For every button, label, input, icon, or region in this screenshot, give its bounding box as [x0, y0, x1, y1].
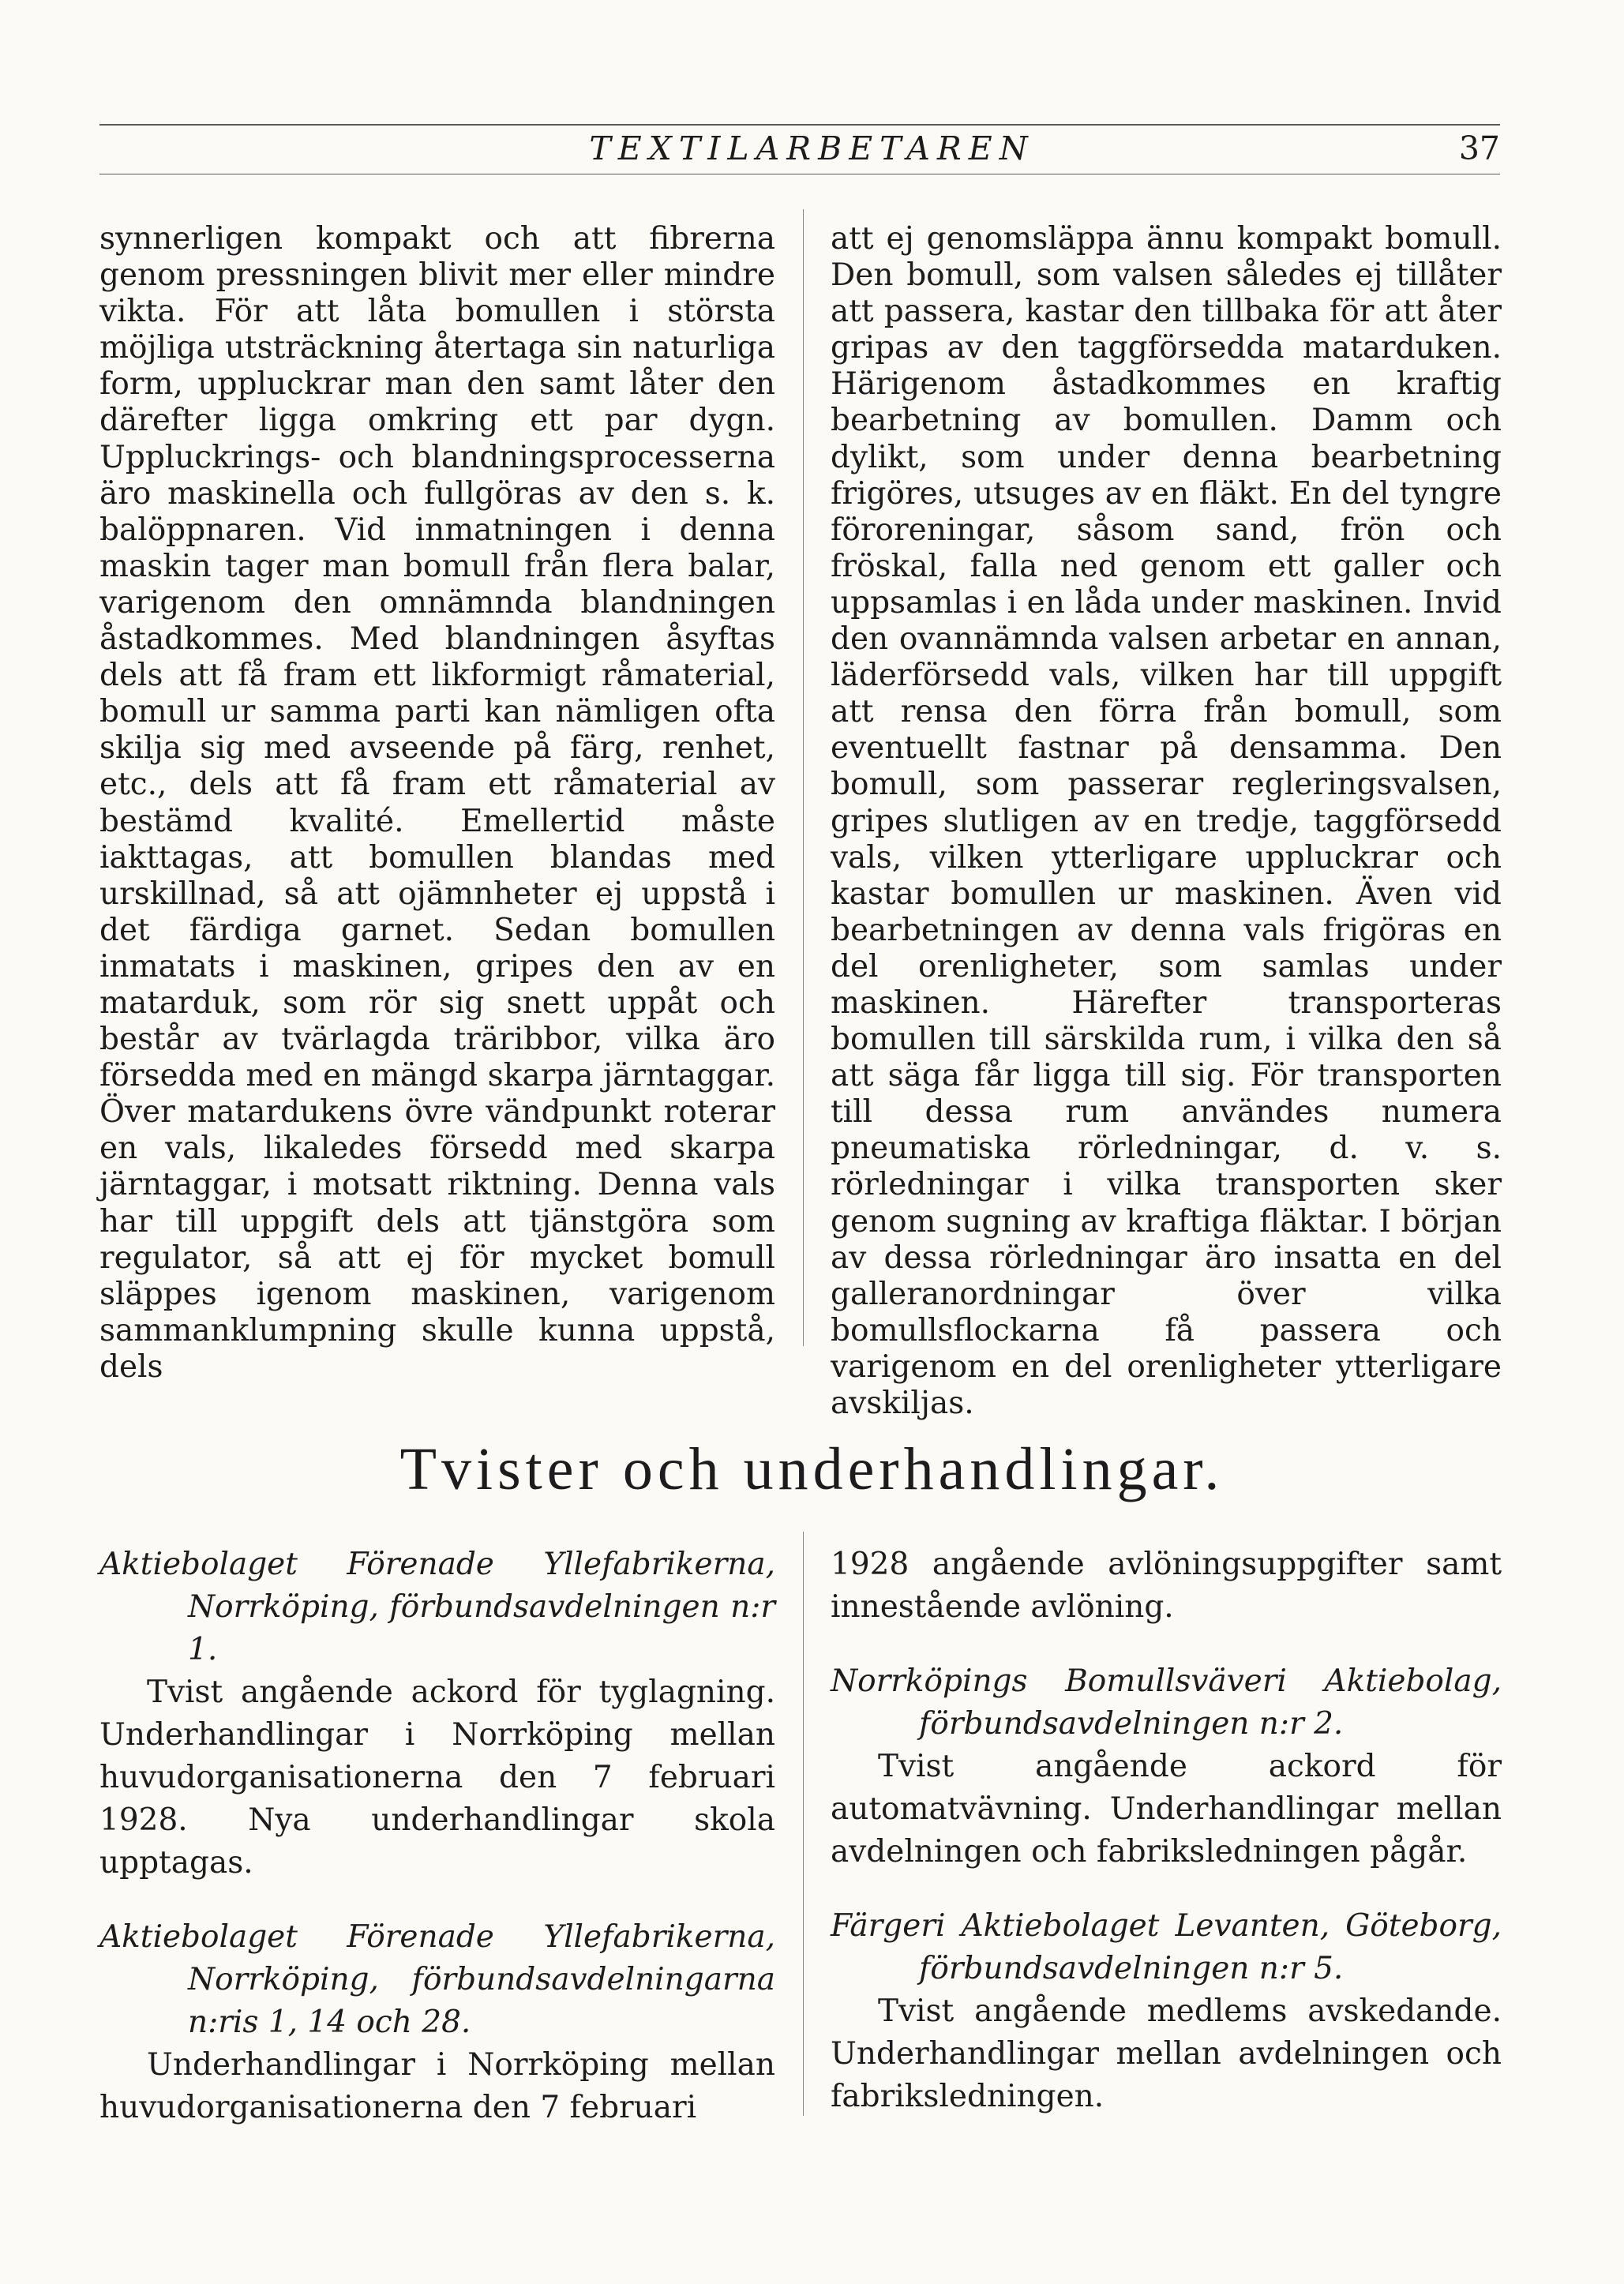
section-heading: Tvister och underhandlingar. [399, 1436, 1225, 1502]
article-left-column [99, 221, 775, 1386]
header-top-rule [99, 124, 1500, 126]
dispute-entry-heading: Färgeri Aktiebolaget Levanten, Göteborg, förbundsavdelningen n:r 5. [831, 1908, 1502, 1986]
dispute-entry [99, 1543, 775, 1885]
dispute-entry [831, 1660, 1502, 1873]
dispute-entry-body: Tvist angående ackord för automatvävning. Underhandlingar mellan avdelningen och fabriksledningen pågår. [831, 1749, 1502, 1870]
dispute-entry-heading: Aktiebolaget Förenade Yllefabrikerna, Norrköping, förbundsavdelningen n:r 1. [99, 1547, 775, 1667]
article-paragraph-left: synnerligen kompakt och att fibrerna genom pressningen blivit mer eller mindre vikta. För att låta bomullen i största möjliga utsträckning återtaga sin naturliga form, uppluckrar man den samt låter den därefter ligga omkring ett par dygn. Uppluckrings- och blandningsprocesserna äro maskinella och fullgöras av den s. k. balöppnaren. Vid inmatningen i denna maskin tager man bomull från flera balar, varigenom den omnämnda blandningen åstadkommes. Med blandningen åsyftas dels att få fram ett likformigt råmaterial, bomull ur samma parti kan nämligen ofta skilja sig med avseende på färg, renhet, etc., dels att få fram ett råmaterial av bestämd kvalité. Emellertid måste iakttagas, att bomullen blandas med urskillnad, så att ojämnheter ej uppstå i det färdiga garnet. Sedan bomullen inmatats i maskinen, gripes den av en matarduk, som rör sig snett uppåt och består av tvärlagda träribbor, vilka äro försedda med en mängd skarpa järntaggar. Över matardukens övre vändpunkt roterar en vals, likaledes försedd med skarpa järntaggar, i motsatt riktning. Denna vals har till uppgift dels att tjänstgöra som regulator, så att ej för mycket bomull släppes igenom maskinen, varigenom sammanklumpning skulle kunna uppstå, dels [99, 221, 775, 1385]
column-divider [803, 1532, 804, 2116]
page-number: 37 [1458, 129, 1500, 167]
column-divider [803, 209, 804, 1346]
dispute-entry-continuation [831, 1543, 1502, 1629]
dispute-entry-body: 1928 angående avlöningsuppgifter samt innestående avlöning. [831, 1547, 1502, 1625]
dispute-entry [99, 1916, 775, 2129]
running-header-title: TEXTILARBETAREN [589, 129, 1035, 167]
dispute-entry-body: Underhandlingar i Norrköping mellan huvudorganisationerna den 7 februari [99, 2047, 775, 2125]
disputes-right-column [831, 1543, 1502, 2150]
dispute-entry-body: Tvist angående ackord för tyglagning. Underhandlingar i Norrköping mellan huvudorganisationerna den 7 februari 1928. Nya underhandlingar skola upptagas. [99, 1675, 775, 1881]
dispute-entry-heading: Norrköpings Bomullsväveri Aktiebolag, förbundsavdelningen n:r 2. [831, 1663, 1502, 1742]
dispute-entry-body: Tvist angående medlems avskedande. Underhandlingar mellan avdelningen och fabriksledningen. [831, 1993, 1502, 2114]
disputes-left-column [99, 1543, 775, 2161]
dispute-entry [831, 1905, 1502, 2118]
dispute-entry-heading: Aktiebolaget Förenade Yllefabrikerna, Norrköping, förbundsavdelningarna n:ris 1, 14 och 28. [99, 1919, 775, 2040]
article-right-column [831, 221, 1502, 1422]
article-paragraph-right: att ej genomsläppa ännu kompakt bomull. Den bomull, som valsen således ej tillåter att passera, kastar den tillbaka för att åter gripas av den taggförsedda matarduken. Härigenom åstadkommes en kraftig bearbetning av bomullen. Damm och dylikt, som under denna bearbetning frigöres, utsuges av en fläkt. En del tyngre föroreningar, såsom sand, frön och fröskal, falla ned genom ett galler och uppsamlas i en låda under maskinen. Invid den ovannämnda valsen arbetar en annan, läderförsedd vals, vilken har till uppgift att rensa den förra från bomull, som eventuellt fastnar på densamma. Den bomull, som passerar regleringsvalsen, gripes slutligen av en tredje, taggförsedd vals, vilken ytterligare uppluckrar och kastar bomullen ur maskinen. Även vid bearbetningen av denna vals frigöras en del orenligheter, som samlas under maskinen. Härefter transporteras bomullen till särskilda rum, i vilka den så att säga får ligga till sig. För transporten till dessa rum användes numera pneumatiska rörledningar, d. v. s. rörledningar i vilka transporten sker genom sugning av kraftiga fläktar. I början av dessa rörledningar äro insatta en del galleranordningar över vilka bomullsflockarna få passera och varigenom en del orenligheter ytterligare avskiljas. [831, 221, 1502, 1421]
